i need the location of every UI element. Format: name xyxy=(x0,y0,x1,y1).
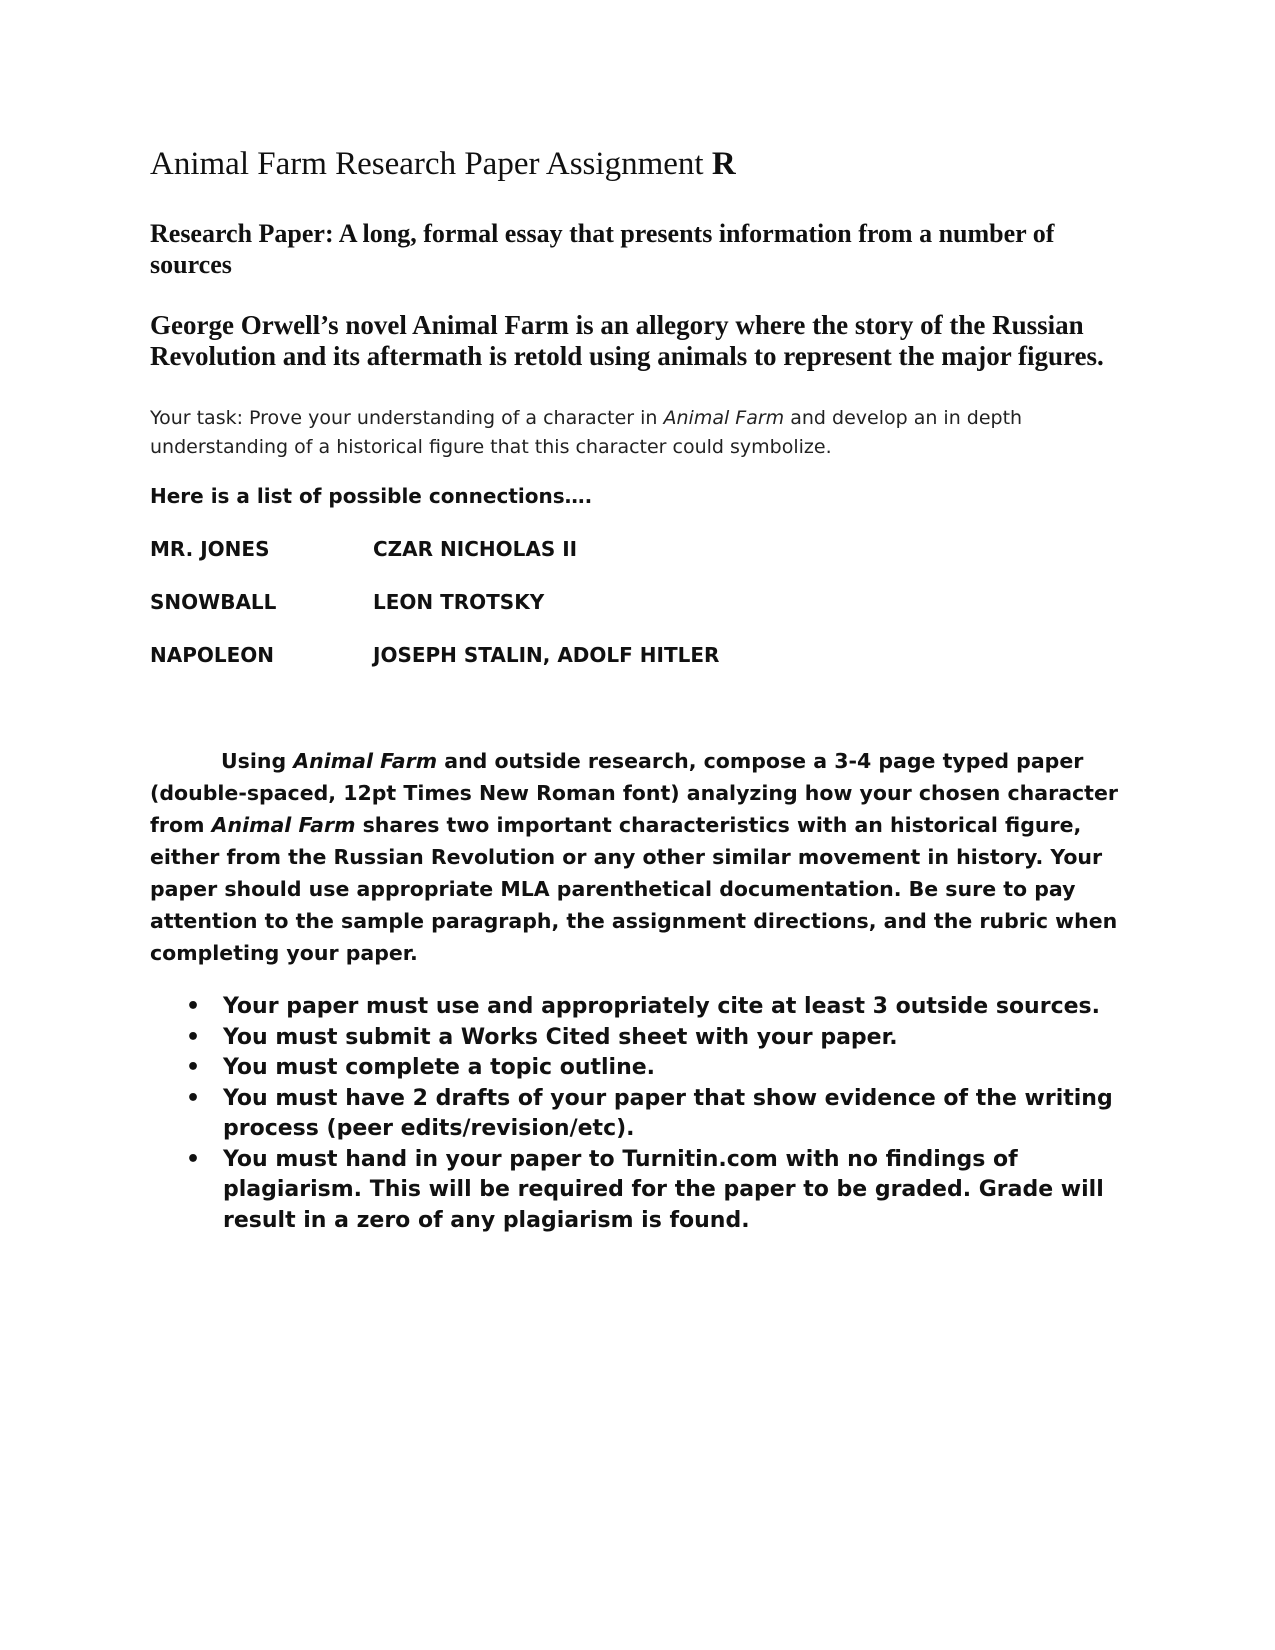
task-book-title: Animal Farm xyxy=(663,407,785,429)
requirement-item xyxy=(150,1145,1135,1237)
research-paper-definition: Research Paper: A long, formal essay that presents information from a number of sources xyxy=(150,219,1055,279)
requirement-text: Your paper must use and appropriately cite at least 3 outside sources. xyxy=(223,994,1100,1019)
task-description xyxy=(150,404,1150,462)
connection-character: NAPOLEON xyxy=(150,643,275,667)
requirement-item xyxy=(150,992,1135,1023)
requirement-item xyxy=(150,1053,1135,1084)
allegory-statement: George Orwell’s novel Animal Farm is an allegory where the story of the Russian Revolution and its aftermath is retold using animals to represent the major figures. xyxy=(150,310,1104,371)
connection-figure: JOSEPH STALIN, ADOLF HITLER xyxy=(373,643,720,667)
instructions-book-title: Animal Farm xyxy=(211,813,356,837)
task-text-after: and develop an in depth understanding of a historical figure that this character could symbolize. xyxy=(150,407,1023,458)
requirement-text: You must hand in your paper to Turnitin.com with no findings of plagiarism. This will be required for the paper to be graded. Grade will result in a zero of any plagiarism is found. xyxy=(223,1146,1104,1233)
title-mark: R xyxy=(711,146,736,182)
connection-character: MR. JONES xyxy=(150,537,270,561)
connection-character: SNOWBALL xyxy=(150,590,277,614)
task-text-before: Your task: Prove your understanding of a character in xyxy=(150,407,664,429)
bullet-icon: • xyxy=(186,994,201,1019)
requirement-item xyxy=(150,1023,1135,1054)
bullet-icon: • xyxy=(186,1146,201,1172)
instructions-part-1: Using xyxy=(221,749,294,773)
document-title xyxy=(150,146,736,183)
connection-figure: CZAR NICHOLAS II xyxy=(373,537,578,561)
bullet-icon: • xyxy=(186,1024,201,1050)
instructions-book-title: Animal Farm xyxy=(293,749,438,773)
bullet-icon: • xyxy=(186,1085,201,1111)
requirements-list xyxy=(150,992,1135,1236)
requirement-text: You must complete a topic outline. xyxy=(223,1055,656,1080)
connection-figure: LEON TROTSKY xyxy=(373,590,545,614)
bullet-icon: • xyxy=(186,1055,201,1080)
requirement-text: You must have 2 drafts of your paper that show evidence of the writing process (peer edits/revision/etc). xyxy=(223,1085,1113,1141)
requirement-item xyxy=(150,1084,1135,1145)
instructions-part-2: and outside research, compose a 3-4 page typed paper (double-spaced, 12pt Times New Roman font) analyzing how your chosen character from xyxy=(150,749,1118,837)
instructions-part-3: shares two important characteristics with an historical figure, either from the Russian Revolution or any other similar movement in history. Your paper should use appropriate MLA parenthetical documentation. Be sure to pay attention to the sample paragraph, the assignment directions, and the rubric when completing your paper. xyxy=(150,813,1118,965)
requirement-text: You must submit a Works Cited sheet with your paper. xyxy=(223,1024,898,1050)
assignment-instructions xyxy=(150,745,1135,969)
title-text: Animal Farm Research Paper Assignment xyxy=(150,146,712,182)
connections-heading: Here is a list of possible connections…. xyxy=(150,484,593,508)
